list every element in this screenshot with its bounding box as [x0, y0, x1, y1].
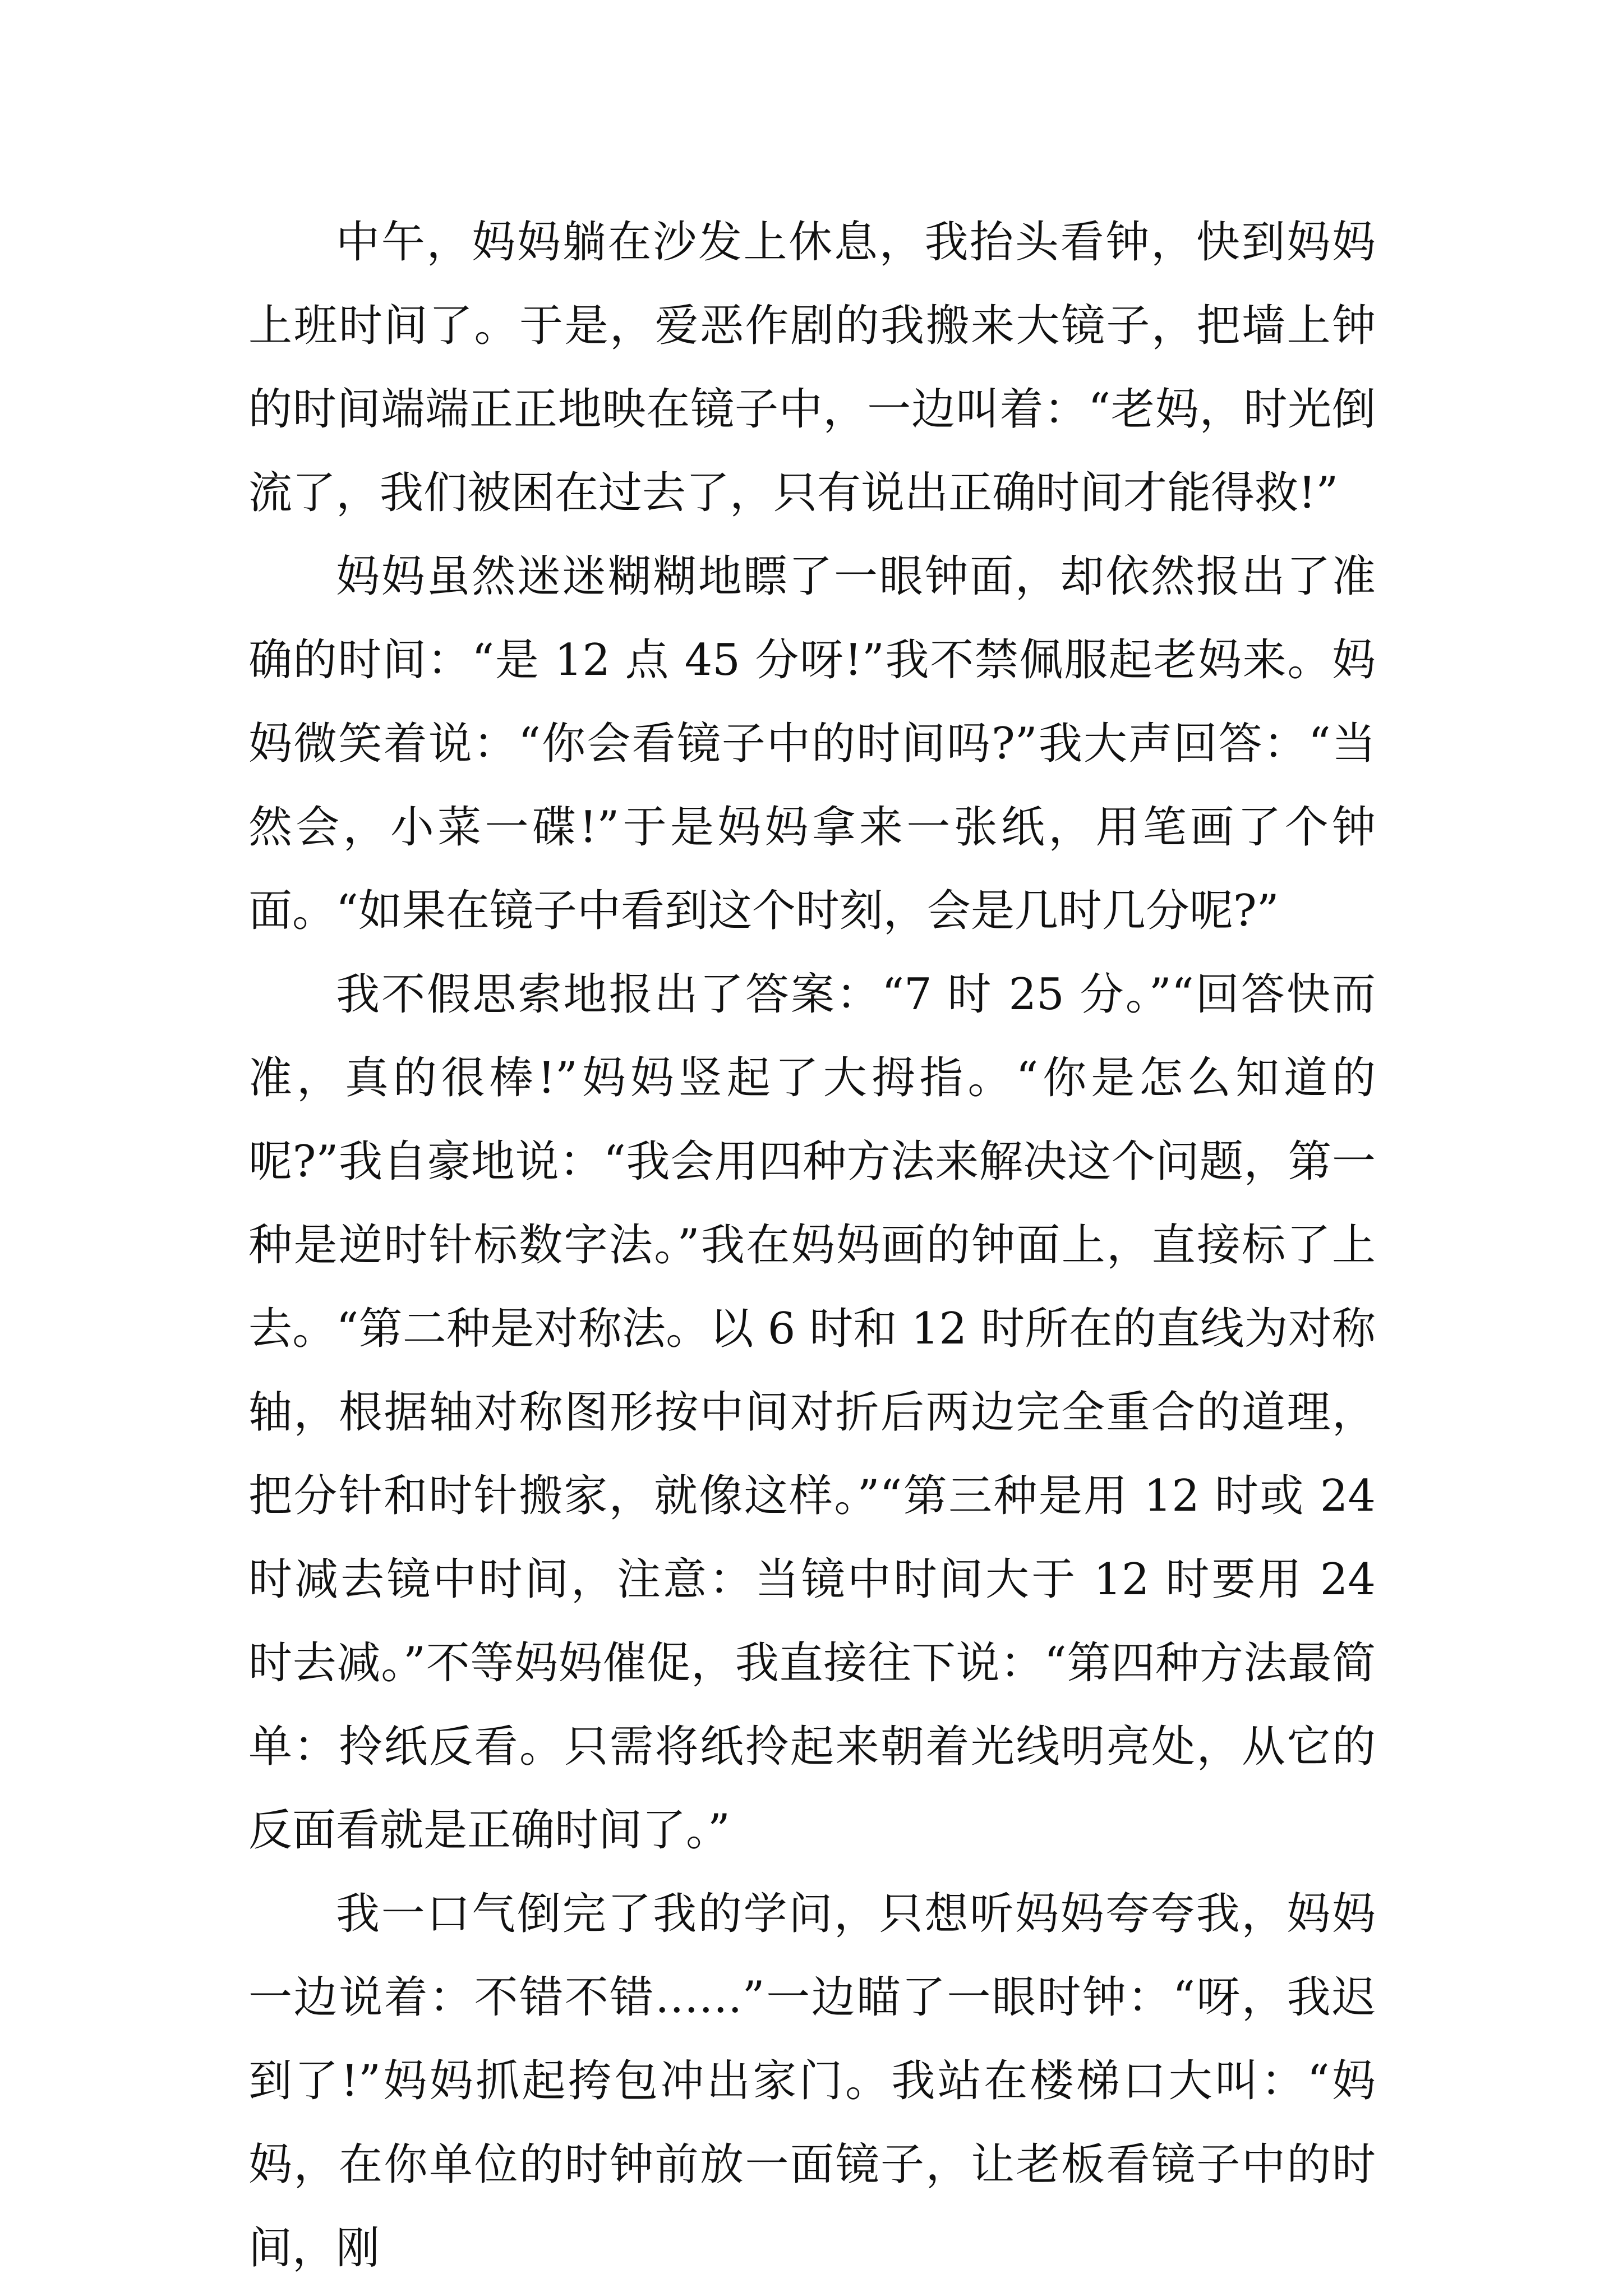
paragraph-1: 中午，妈妈躺在沙发上休息，我抬头看钟，快到妈妈上班时间了。于是，爱恶作剧的我搬来大镜子，把墙上钟的时间端端正正地映在镜子中，一边叫着：“老妈，时光倒流了，我们被困在过去了，只有说出正确时间才能得救!” [248, 217, 1376, 518]
paragraph-3: 我不假思索地报出了答案：“7 时 25 分。”“回答快而准，真的很棒!”妈妈竖起了大拇指。“你是怎么知道的呢?”我自豪地说：“我会用四种方法来解决这个问题，第一种是逆时针标数字法。”我在妈妈画的钟面上，直接标了上去。“第二种是对称法。以 6 时和 12 时所在的直线为对称轴，根据轴对称图形按中间对折后两边完全重合的道理，把分针和时针搬家，就像这样。”“第三种是用 12 时或 24 时减去镜中时间，注意：当镜中时间大于 12 时要用 24 时去减。”不等妈妈催促，我直接往下说：“第四种方法最简单：拎纸反看。只需将纸拎起来朝着光线明亮处，从它的反面看就是正确时间了。” [248, 969, 1376, 1856]
paragraph-4: 我一口气倒完了我的学问，只想听妈妈夸夸我，妈妈一边说着：不错不错……”一边瞄了一眼时钟：“呀，我迟到了!”妈妈抓起挎包冲出家门。我站在楼梯口大叫：“妈妈，在你单位的时钟前放一面镜子，让老板看镜子中的时间，刚 [248, 1889, 1376, 2274]
paragraph-2: 妈妈虽然迷迷糊糊地瞟了一眼钟面，却依然报出了准确的时间：“是 12 点 45 分呀!”我不禁佩服起老妈来。妈妈微笑着说：“你会看镜子中的时间吗?”我大声回答：“当然会，小菜一碟!”于是妈妈拿来一张纸，用笔画了个钟面。“如果在镜子中看到这个时刻，会是几时几分呢?” [248, 551, 1376, 936]
body-text [248, 201, 1376, 2290]
